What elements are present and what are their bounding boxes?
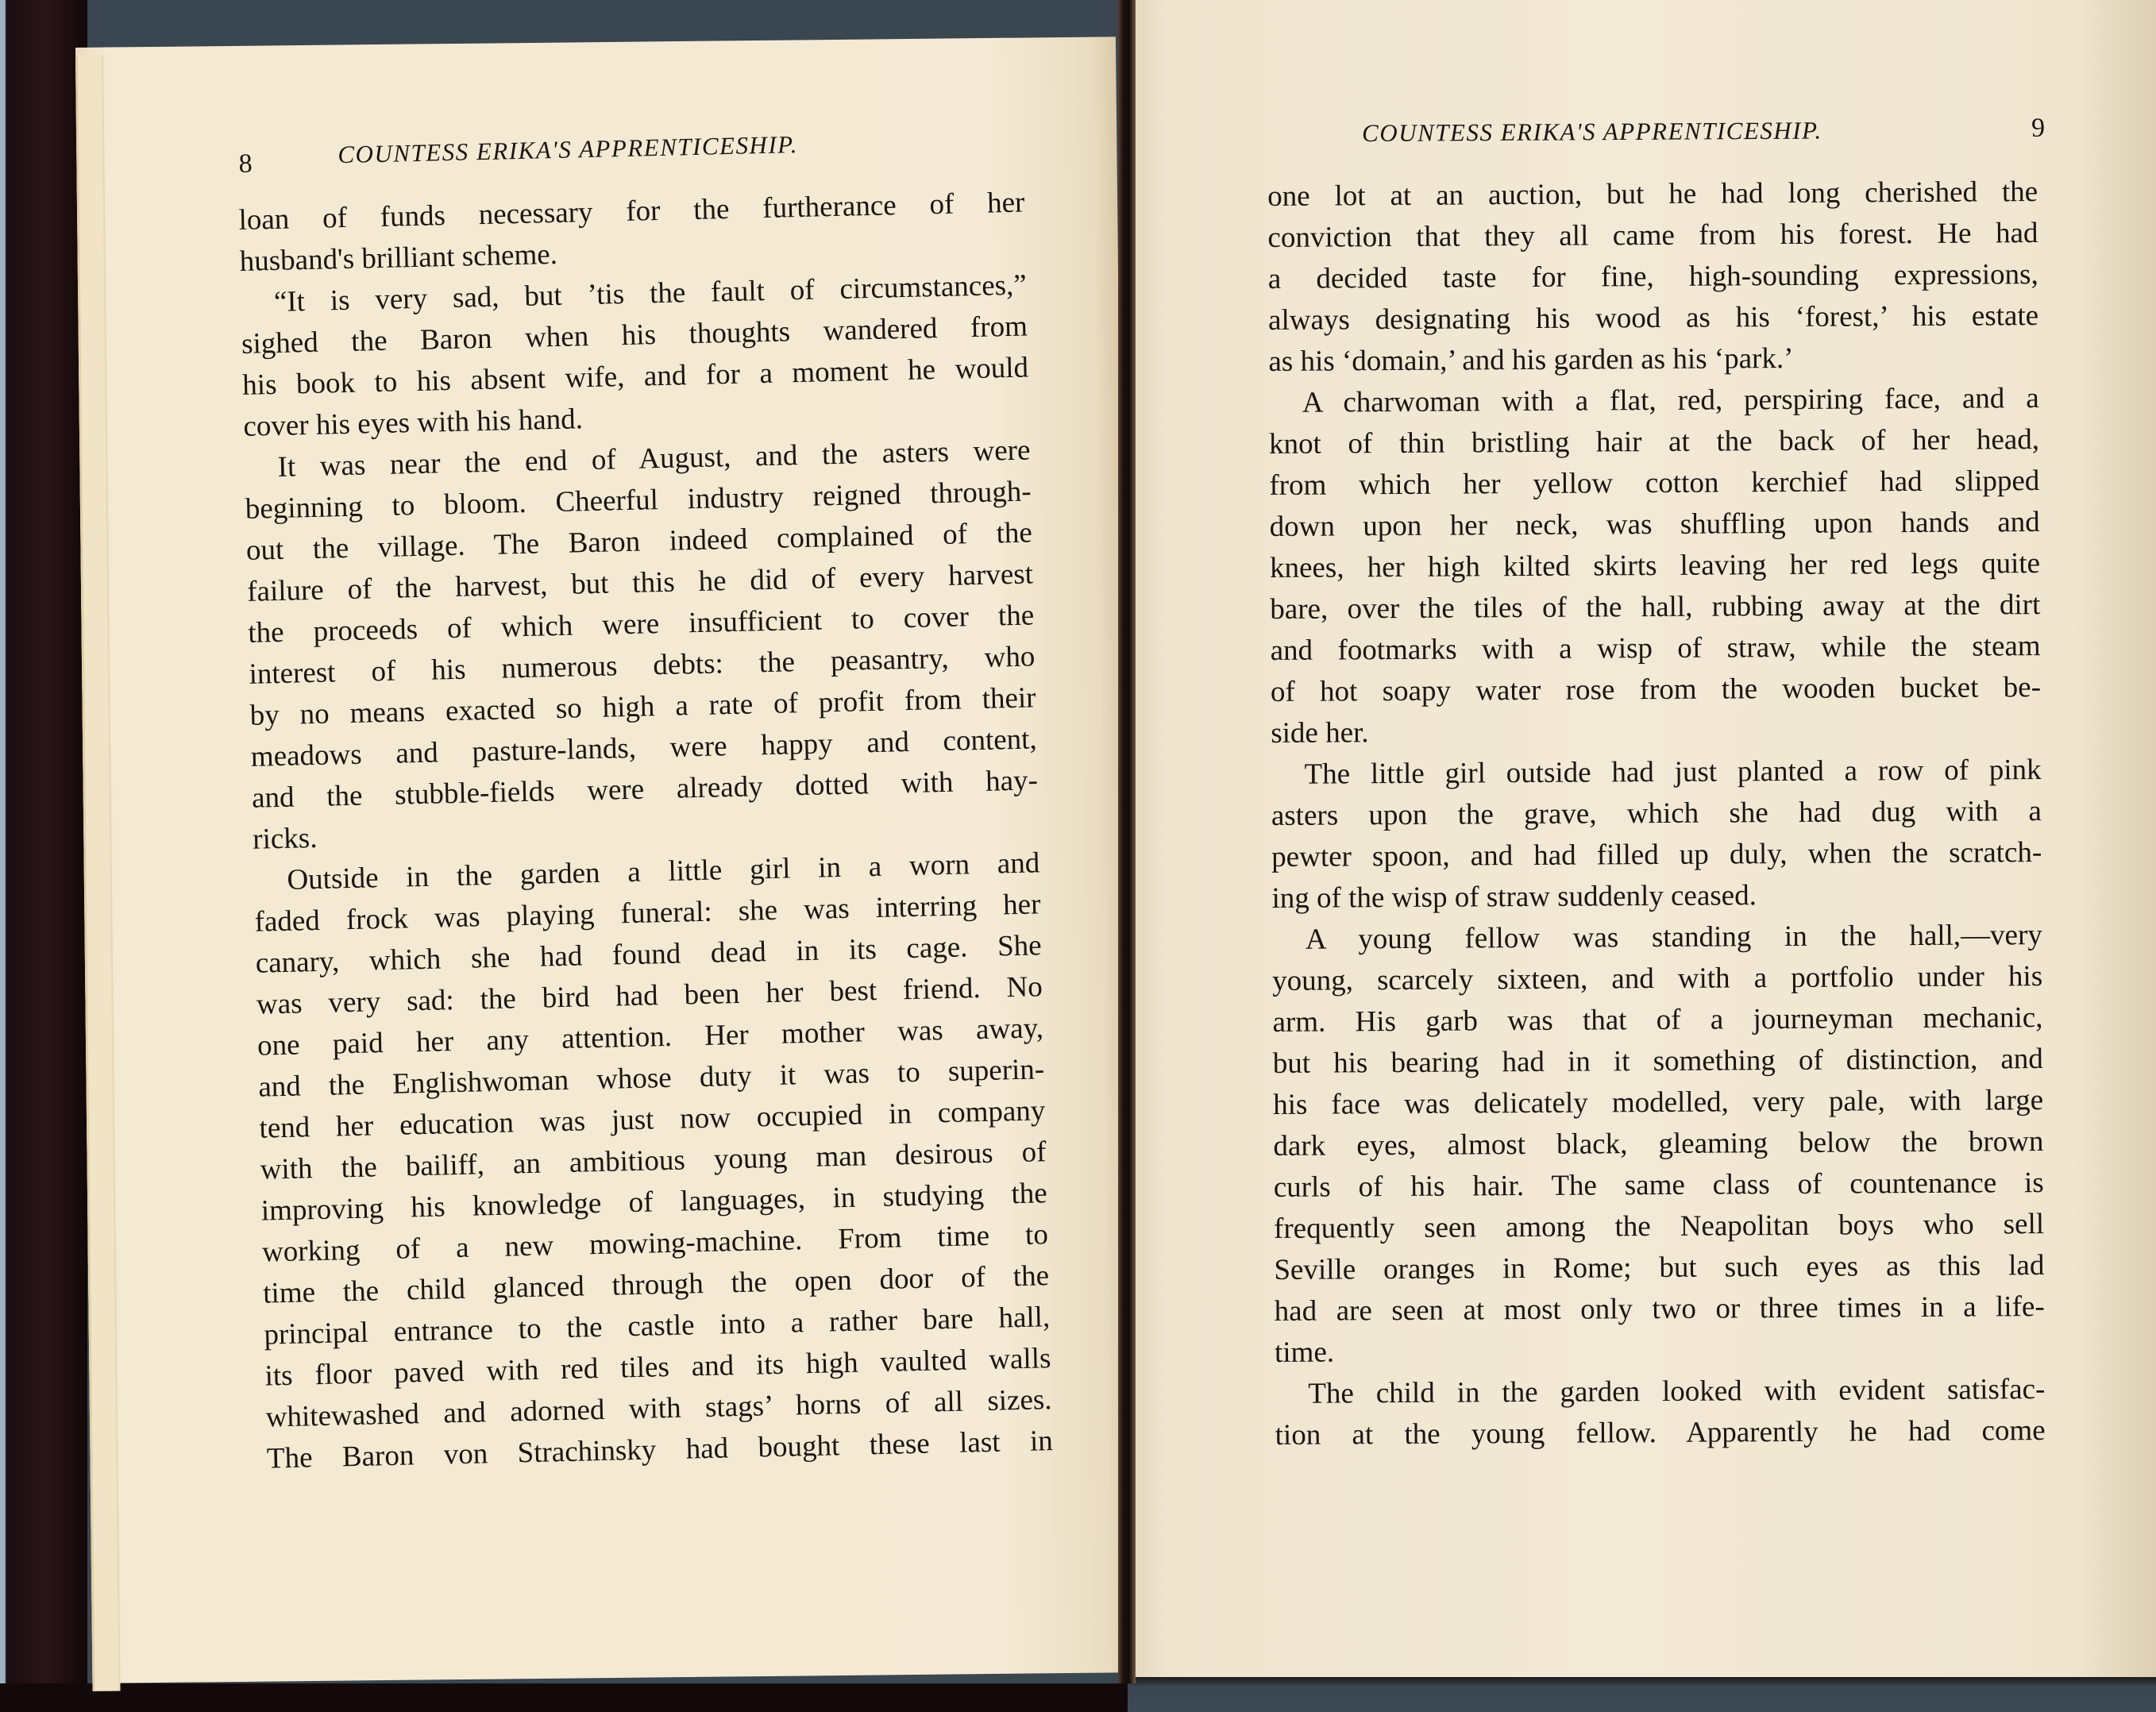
text-line: side her. (1271, 716, 1369, 750)
left-page-body (238, 183, 1053, 1480)
text-line: its floor paved with red tiles and its high vaulted walls (264, 1342, 1051, 1393)
text-line: had are seen at most only two or three times in a life- (1274, 1290, 2045, 1328)
text-line: meadows and pasture-lands, were happy and content, (250, 723, 1038, 773)
text-line: young, scarcely sixteen, and with a portfolio under his (1272, 960, 2043, 997)
text-line: and the Englishwoman whose duty it was to superin- (257, 1053, 1045, 1104)
right-page-body (1267, 172, 2046, 1456)
text-line: knees, her high kilted skirts leaving her red legs quite (1269, 547, 2041, 584)
text-line: tion at the young fellow. Apparently he had come (1275, 1414, 2046, 1452)
left-running-title: COUNTESS ERIKA'S APPRENTICESHIP. (337, 130, 799, 169)
text-line: asters upon the grave, which she had dug with a (1271, 795, 2042, 832)
text-line: tend her education was just now occupied in company (259, 1094, 1046, 1145)
text-line: down upon her neck, was shuffling upon hands and (1269, 506, 2040, 543)
text-line: ricks. (252, 821, 318, 856)
book-gutter (1118, 0, 1136, 1683)
text-line: by no means exacted so high a rate of profit from their (249, 681, 1036, 732)
text-line: The child in the garden looked with evident satisfac- (1308, 1373, 2046, 1410)
book-cover-left-edge (0, 0, 87, 1712)
text-line: failure of the harvest, but this he did of every harvest (246, 557, 1034, 608)
text-line: one paid her any attention. Her mother was away, (256, 1012, 1044, 1062)
text-line: canary, which she had found dead in its cage. She (255, 929, 1043, 980)
text-line: arm. His garb was that of a journeyman mechanic, (1272, 1001, 2043, 1039)
text-line: his book to his absent wife, and for a moment he would (241, 351, 1029, 402)
text-line: Outside in the garden a little girl in a worn and (286, 846, 1040, 896)
text-line: husband's brilliant scheme. (239, 237, 558, 278)
text-line: a decided taste for fine, high-sounding expressions, (1267, 258, 2038, 295)
text-line: time. (1274, 1336, 1335, 1369)
text-line: improving his knowledge of languages, in studying the (260, 1177, 1048, 1228)
text-line: ing of the wisp of straw suddenly ceased. (1271, 879, 1757, 915)
text-line: the proceeds of which were insufficient to cover the (247, 599, 1035, 650)
text-line: beginning to bloom. Cheerful industry reigned through- (245, 475, 1032, 526)
text-line: working of a new mowing-machine. From time to (261, 1218, 1049, 1269)
text-line: time the child glanced through the open door of the (262, 1259, 1050, 1310)
text-line: “It is very sad, but ’tis the fault of circumstances,” (273, 268, 1028, 319)
text-line: whitewashed and adorned with stags’ horns of all sizes. (265, 1383, 1053, 1434)
scan-background (1128, 1677, 2156, 1712)
text-line: always designating his wood as his ‘forest,’ his estate (1267, 299, 2039, 337)
text-line: A charwoman with a flat, red, perspiring face, and a (1302, 382, 2039, 419)
left-page-number: 8 (238, 148, 253, 179)
text-line: cover his eyes with his hand. (243, 403, 584, 443)
text-line: conviction that they all came from his forest. He had (1267, 217, 2038, 254)
right-running-title: COUNTESS ERIKA'S APPRENTICESHIP. (1362, 116, 1822, 147)
text-line: interest of his numerous debts: the peasantry, who (249, 640, 1036, 691)
text-line: It was near the end of August, and the asters were (277, 434, 1031, 484)
text-line: faded frock was playing funeral: she was interring her (254, 888, 1041, 939)
text-line: and footmarks with a wisp of straw, while the steam (1270, 630, 2041, 667)
text-line: one lot at an auction, but he had long cherished the (1267, 175, 2038, 213)
text-line: knot of thin bristling hair at the back of her head, (1268, 423, 2040, 461)
text-line: his face was delicately modelled, very pale, with large (1273, 1084, 2044, 1121)
text-line: was very sad: the bird had been her best friend. No (256, 970, 1043, 1021)
text-line: out the village. The Baron indeed complained of the (245, 516, 1033, 567)
text-line: but his bearing had in it something of distinction, and (1272, 1043, 2043, 1080)
text-line: bare, over the tiles of the hall, rubbing away at the dirt (1270, 588, 2041, 626)
text-line: as his ‘domain,’ and his garden as his ‘park.’ (1268, 341, 1794, 378)
text-line: principal entrance to the castle into a rather bare hall, (263, 1301, 1051, 1351)
text-line: and the stubble-fields were already dotted with hay- (251, 764, 1039, 815)
text-line: sighed the Baron when his thoughts wandered from (241, 310, 1028, 361)
text-line: loan of funds necessary for the furtherance of her (238, 186, 1025, 237)
text-line: A young fellow was standing in the hall,—very (1305, 919, 2042, 956)
text-line: of hot soapy water rose from the wooden bucket be- (1270, 671, 2042, 708)
text-line: The Baron von Strachinsky had bought these last in (266, 1425, 1054, 1475)
text-line: from which her yellow cotton kerchief had slipped (1269, 465, 2040, 502)
text-line: dark eyes, almost black, gleaming below the brown (1273, 1125, 2044, 1163)
text-line: curls of his hair. The same class of countenance is (1273, 1166, 2044, 1204)
text-line: Seville oranges in Rome; but such eyes as this lad (1274, 1249, 2045, 1286)
text-line: pewter spoon, and had filled up duly, when the scratch- (1271, 836, 2042, 873)
text-line: with the bailiff, an ambitious young man desirous of (260, 1136, 1047, 1186)
book-cover-bottom-edge (0, 1683, 1128, 1712)
right-page-number: 9 (2031, 113, 2046, 143)
text-line: The little girl outside had just planted a row of pink (1304, 754, 2042, 791)
text-line: frequently seen among the Neapolitan boys who sell (1273, 1208, 2045, 1245)
